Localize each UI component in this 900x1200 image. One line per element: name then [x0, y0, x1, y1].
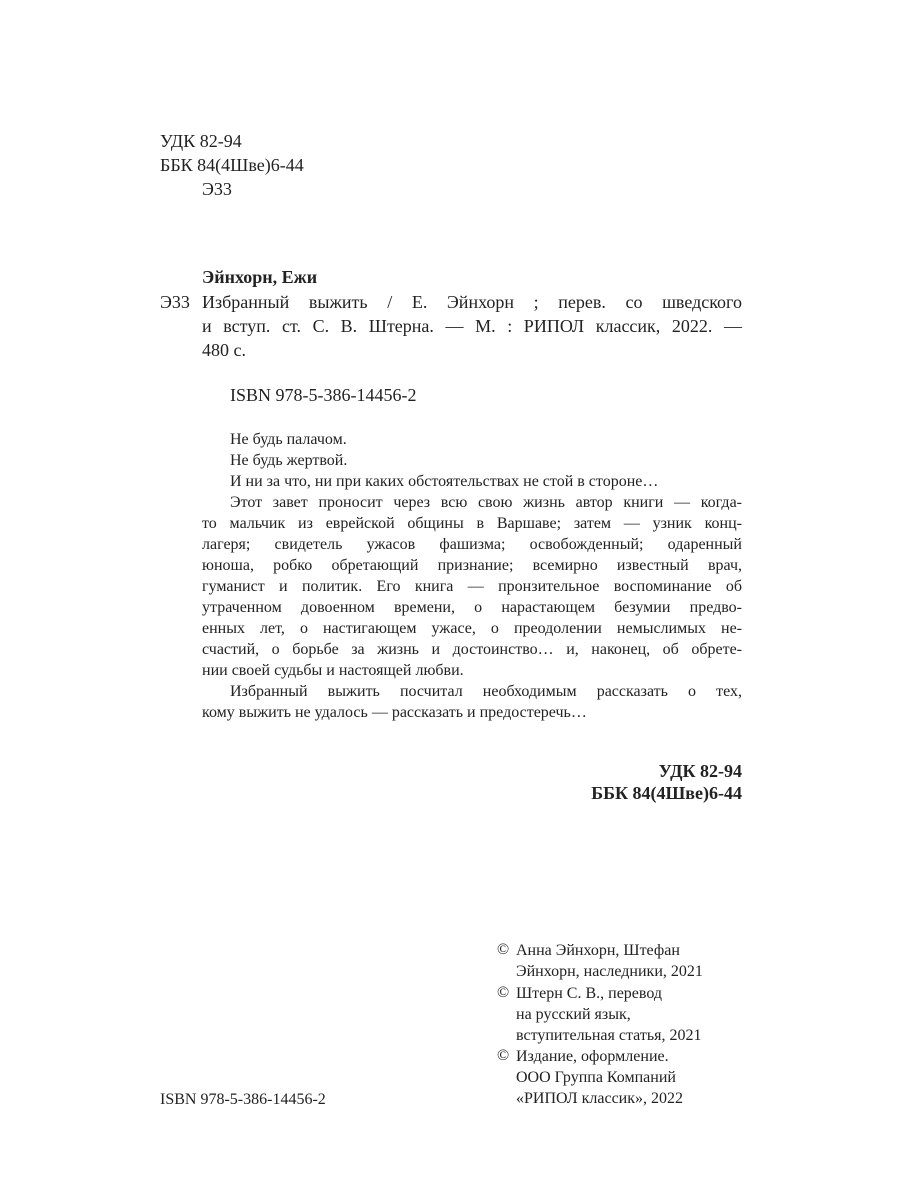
- description-line: Избранный выжить / Е. Эйнхорн ; перев. со шведского: [202, 292, 742, 312]
- copyright-line: вступительная статья, 2021: [516, 1027, 702, 1044]
- epigraph-line: Не будь палачом.: [230, 431, 347, 448]
- description-line: 480 с.: [202, 340, 246, 360]
- bottom-udk-code: УДК 82-94: [658, 761, 742, 781]
- annotation-line: лагеря; свидетель ужасов фашизма; освобожденный; одаренный: [202, 536, 742, 553]
- bbk-code: ББК 84(4Шве)6-44: [160, 155, 304, 175]
- copyright-line: Эйнхорн, наследники, 2021: [516, 963, 703, 980]
- copyright-line: Издание, оформление.: [516, 1048, 669, 1065]
- copyright-symbol: ©: [497, 941, 510, 958]
- copyright-line: «РИПОЛ классик», 2022: [516, 1090, 684, 1107]
- author-mark: Э33: [202, 179, 232, 199]
- epigraph-line: И ни за что, ни при каких обстоятельствах не стой в стороне…: [230, 473, 659, 490]
- copyright-line: ООО Группа Компаний: [516, 1069, 676, 1086]
- copyright-line: на русский язык,: [516, 1006, 631, 1023]
- description-line: и вступ. ст. С. В. Штерна. — М. : РИПОЛ классик, 2022. —: [202, 316, 742, 336]
- author-heading: Эйнхорн, Ежи: [202, 267, 318, 287]
- epigraph-line: Не будь жертвой.: [230, 452, 348, 469]
- copyright-symbol: ©: [497, 1047, 510, 1064]
- record-author-mark: Э33: [160, 292, 190, 312]
- annotation-line: гуманист и политик. Его книга — пронзительное воспоминание об: [202, 578, 742, 595]
- annotation-line: Избранный выжить посчитал необходимым рассказать о тех,: [230, 683, 742, 700]
- record-isbn: ISBN 978-5-386-14456-2: [230, 385, 417, 405]
- annotation-line: кому выжить не удалось — рассказать и предостеречь…: [202, 704, 587, 721]
- udk-code: УДК 82-94: [160, 131, 242, 151]
- annotation-line: енных лет, о настигающем ужасе, о преодолении немыслимых не-: [202, 620, 742, 637]
- annotation-line: счастий, о борьбе за жизнь и достоинство… и, наконец, об обрете-: [202, 641, 742, 658]
- copyright-line: Анна Эйнхорн, Штефан: [516, 942, 680, 959]
- footer-isbn: ISBN 978-5-386-14456-2: [160, 1091, 326, 1108]
- annotation-line: утраченном довоенном времени, о нарастающем безумии предво-: [202, 599, 742, 616]
- annotation-line: юноша, робко обретающий признание; всемирно известный врач,: [202, 557, 742, 574]
- annotation-line: Этот завет проносит через всю свою жизнь автор книги — когда-: [230, 494, 742, 511]
- annotation-line: то мальчик из еврейской общины в Варшаве; затем — узник конц-: [202, 515, 742, 532]
- bottom-bbk-code: ББК 84(4Шве)6-44: [591, 783, 742, 803]
- copyright-symbol: ©: [497, 984, 510, 1001]
- annotation-line: нии своей судьбы и настоящей любви.: [202, 662, 464, 679]
- copyright-line: Штерн С. В., перевод: [516, 985, 663, 1002]
